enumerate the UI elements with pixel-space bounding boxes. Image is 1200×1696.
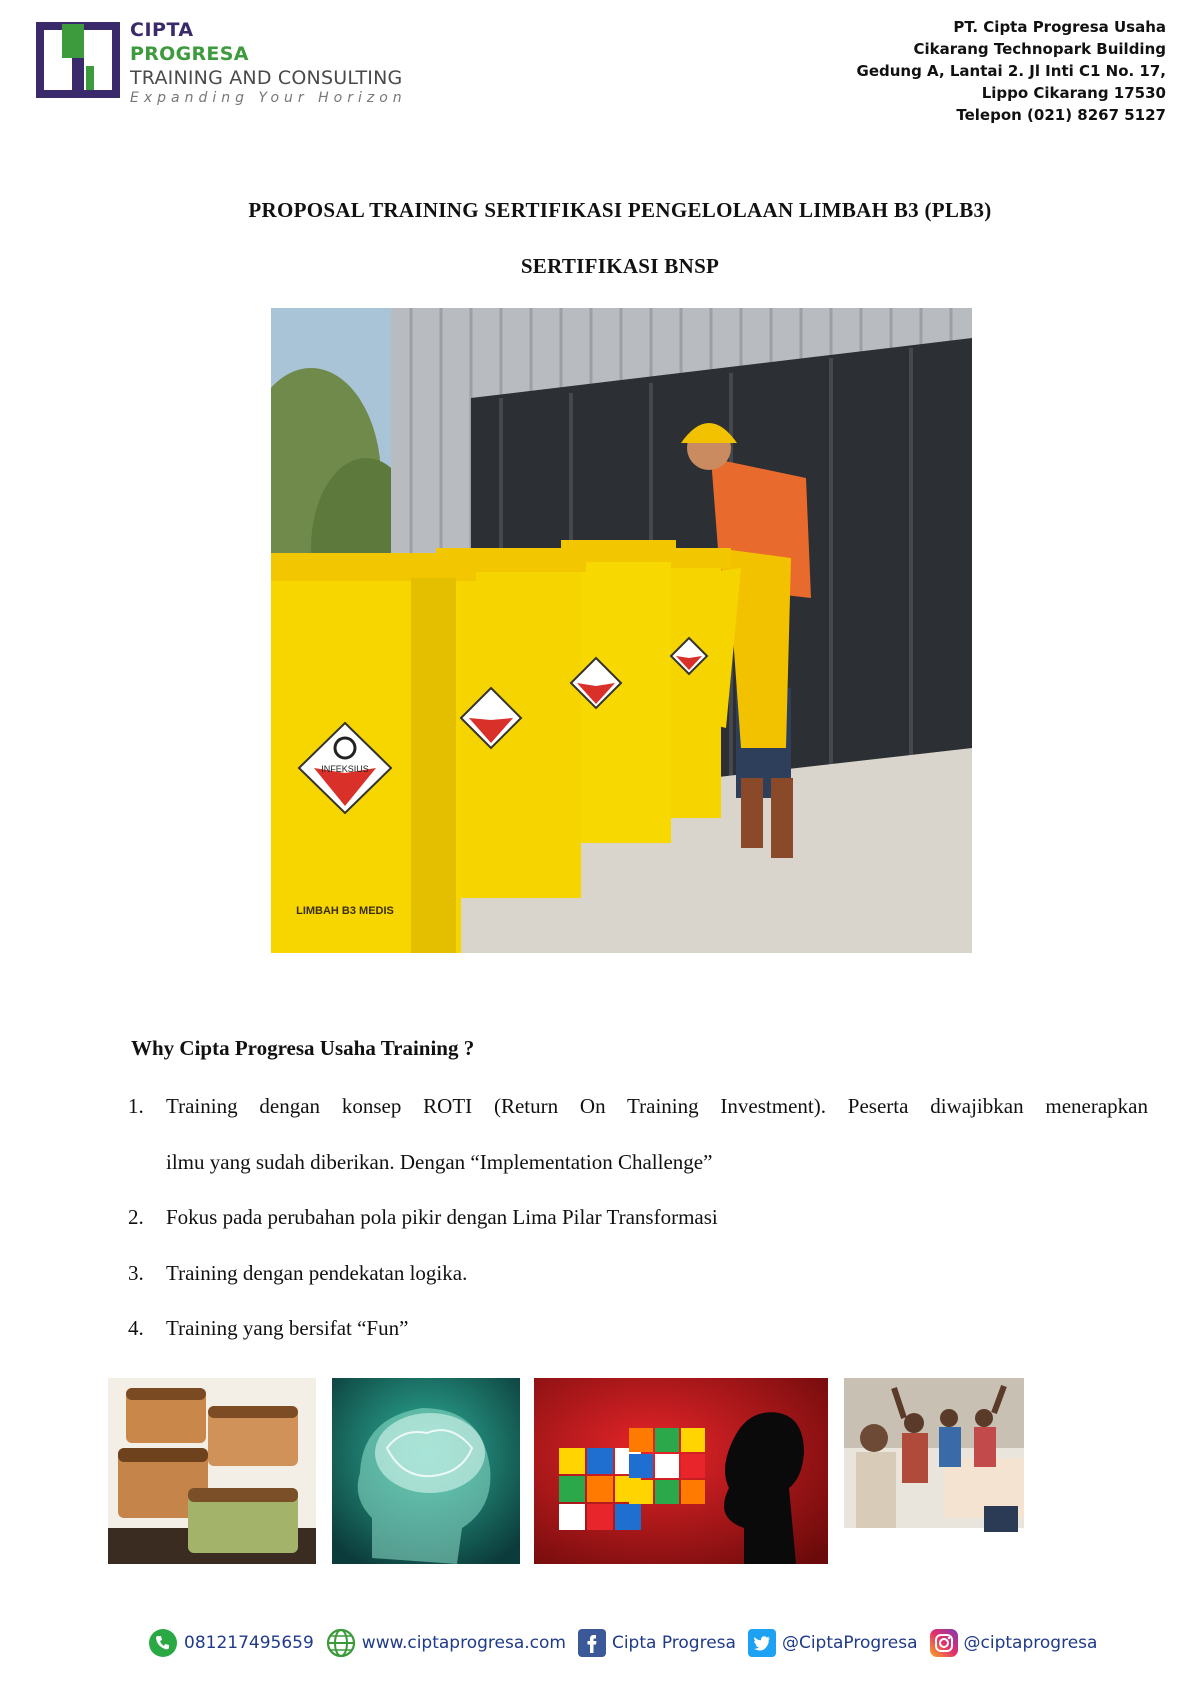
logo-line-cipta: CIPTA (130, 19, 194, 41)
list-item-text: Fokus pada perubahan pola pikir dengan Lima Pilar Transformasi (166, 1205, 718, 1229)
footer-website[interactable] (326, 1628, 566, 1658)
footer-twitter[interactable] (748, 1629, 918, 1657)
why-heading: Why Cipta Progresa Usaha Training ? (131, 1036, 475, 1060)
training-class-image (844, 1378, 1024, 1564)
footer-facebook[interactable] (578, 1629, 736, 1657)
list-item-text: Training dengan konsep ROTI (Return On Training Investment). Peserta diwajibkan menerapkan (166, 1094, 1148, 1118)
list-item-number: 2. (128, 1205, 144, 1229)
bin-side-label: LIMBAH B3 MEDIS (296, 905, 394, 917)
roti-bread-image (108, 1378, 316, 1564)
logo-mark-icon (36, 20, 120, 100)
logo-line-progresa: PROGRESA (130, 43, 249, 65)
list-item-text: Training yang bersifat “Fun” (166, 1316, 409, 1340)
company-building: Cikarang Technopark Building (913, 40, 1166, 58)
phone-icon (148, 1628, 178, 1658)
logo-tagline: Expanding Your Horizon (130, 90, 407, 106)
facebook-icon (578, 1629, 606, 1657)
logo-text (130, 18, 407, 106)
instagram-icon (930, 1629, 958, 1657)
footer-instagram[interactable] (930, 1629, 1098, 1657)
list-item-text: Training dengan pendekatan logika. (166, 1261, 468, 1285)
list-item-number: 3. (128, 1261, 144, 1285)
company-phone: Telepon (021) 8267 5127 (956, 106, 1166, 124)
placard-label: INFEKSIUS (321, 764, 369, 774)
company-city: Lippo Cikarang 17530 (981, 84, 1166, 102)
company-name: PT. Cipta Progresa Usaha (953, 18, 1166, 36)
instagram-handle: @ciptaprogresa (963, 1633, 1098, 1653)
facebook-name: Cipta Progresa (611, 1633, 736, 1653)
company-logo (32, 14, 462, 114)
company-address-block (857, 16, 1166, 126)
list-item-number: 1. (128, 1094, 144, 1118)
rubiks-cube-image (534, 1378, 828, 1564)
proposal-title: PROPOSAL TRAINING SERTIFIKASI PENGELOLAAN LIMBAH B3 (PLB3) (248, 198, 992, 222)
company-street: Gedung A, Lantai 2. Jl Inti C1 No. 17, (856, 62, 1166, 80)
globe-icon (326, 1628, 356, 1658)
list-item-text: ilmu yang sudah diberikan. Dengan “Implementation Challenge” (166, 1150, 713, 1174)
footer-phone[interactable] (148, 1628, 314, 1658)
twitter-handle: @CiptaProgresa (781, 1633, 918, 1653)
logo-line-training: TRAINING AND CONSULTING (130, 67, 403, 89)
phone-number: 081217495659 (184, 1633, 314, 1653)
list-item-number: 4. (128, 1316, 144, 1340)
brain-head-image (332, 1378, 520, 1564)
contact-footer (148, 1626, 1109, 1660)
website-link: www.ciptaprogresa.com (361, 1633, 566, 1653)
twitter-icon (748, 1629, 776, 1657)
waste-bins-illustration (271, 308, 972, 953)
proposal-subtitle: SERTIFIKASI BNSP (520, 254, 720, 278)
hazardous-waste-photo (271, 308, 972, 953)
